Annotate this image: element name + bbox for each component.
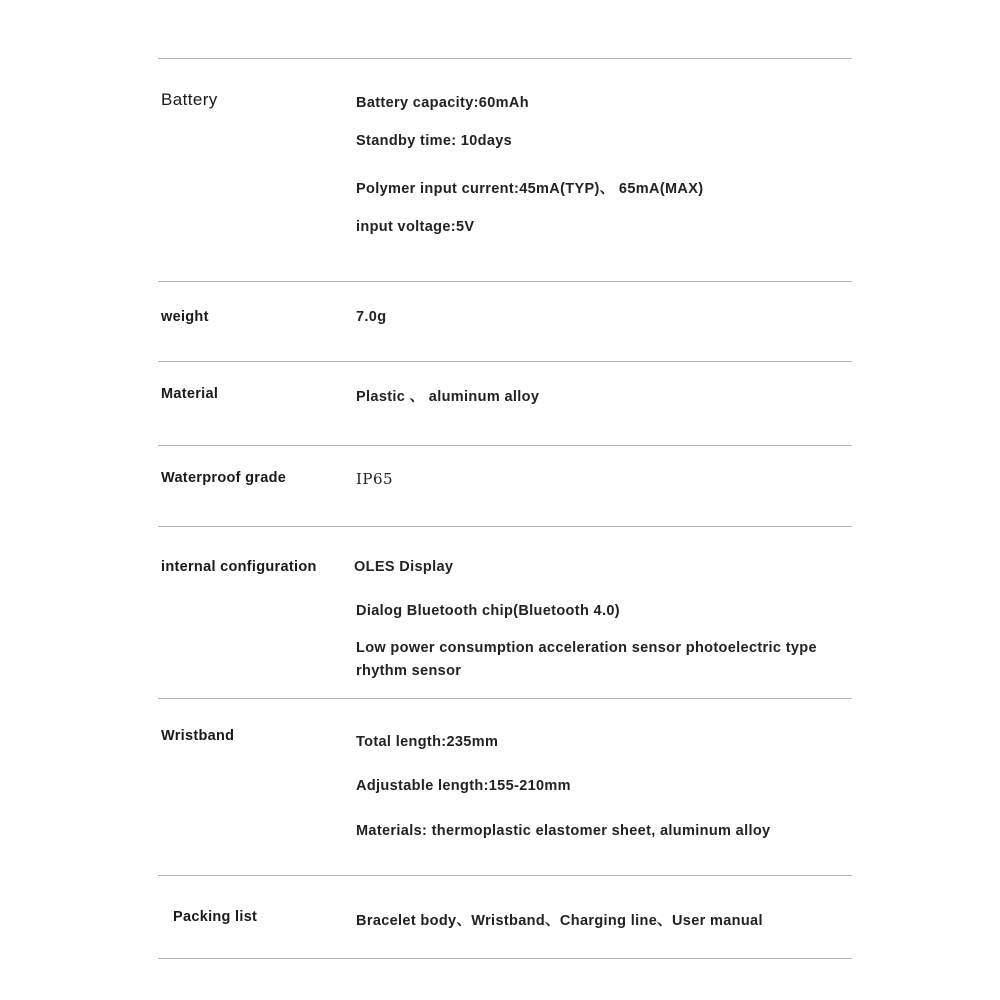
spec-label-internal-configuration: internal configuration	[161, 559, 317, 575]
divider-material-waterproof	[158, 445, 852, 446]
spec-value-bluetooth-chip: Dialog Bluetooth chip(Bluetooth 4.0)	[356, 603, 620, 619]
spec-value-display: OLES Display	[354, 559, 454, 575]
spec-value-waterproof: IP65	[356, 470, 394, 488]
spec-value-material: Plastic 、 aluminum alloy	[356, 389, 540, 405]
divider-bottom	[158, 958, 852, 959]
spec-value-input-voltage: input voltage:5V	[356, 219, 475, 235]
divider-wristband-packing	[158, 875, 852, 876]
spec-label-packing-list: Packing list	[173, 909, 258, 925]
spec-value-adjustable-length: Adjustable length:155-210mm	[356, 778, 571, 794]
spec-label-wristband: Wristband	[161, 728, 235, 744]
spec-label-material: Material	[161, 386, 219, 402]
spec-value-sensors: Low power consumption acceleration sensor photoelectric type rhythm sensor	[356, 640, 817, 679]
divider-weight-material	[158, 361, 852, 362]
spec-value-packing-list: Bracelet body、Wristband、Charging line、User manual	[356, 913, 763, 929]
spec-label-weight: weight	[161, 309, 209, 325]
spec-value-standby-time: Standby time: 10days	[356, 133, 513, 149]
spec-label-waterproof: Waterproof grade	[161, 470, 287, 486]
spec-value-battery-capacity: Battery capacity:60mAh	[356, 95, 529, 111]
divider-waterproof-internal	[158, 526, 852, 527]
spec-value-total-length: Total length:235mm	[356, 734, 499, 750]
divider-internal-wristband	[158, 698, 852, 699]
spec-value-polymer-current: Polymer input current:45mA(TYP)、 65mA(MAX)	[356, 181, 704, 197]
divider-top	[158, 58, 852, 59]
spec-value-weight: 7.0g	[356, 309, 387, 325]
divider-battery-weight	[158, 281, 852, 282]
spec-value-wristband-materials: Materials: thermoplastic elastomer sheet, aluminum alloy	[356, 823, 771, 839]
spec-label-battery: Battery	[161, 90, 218, 109]
